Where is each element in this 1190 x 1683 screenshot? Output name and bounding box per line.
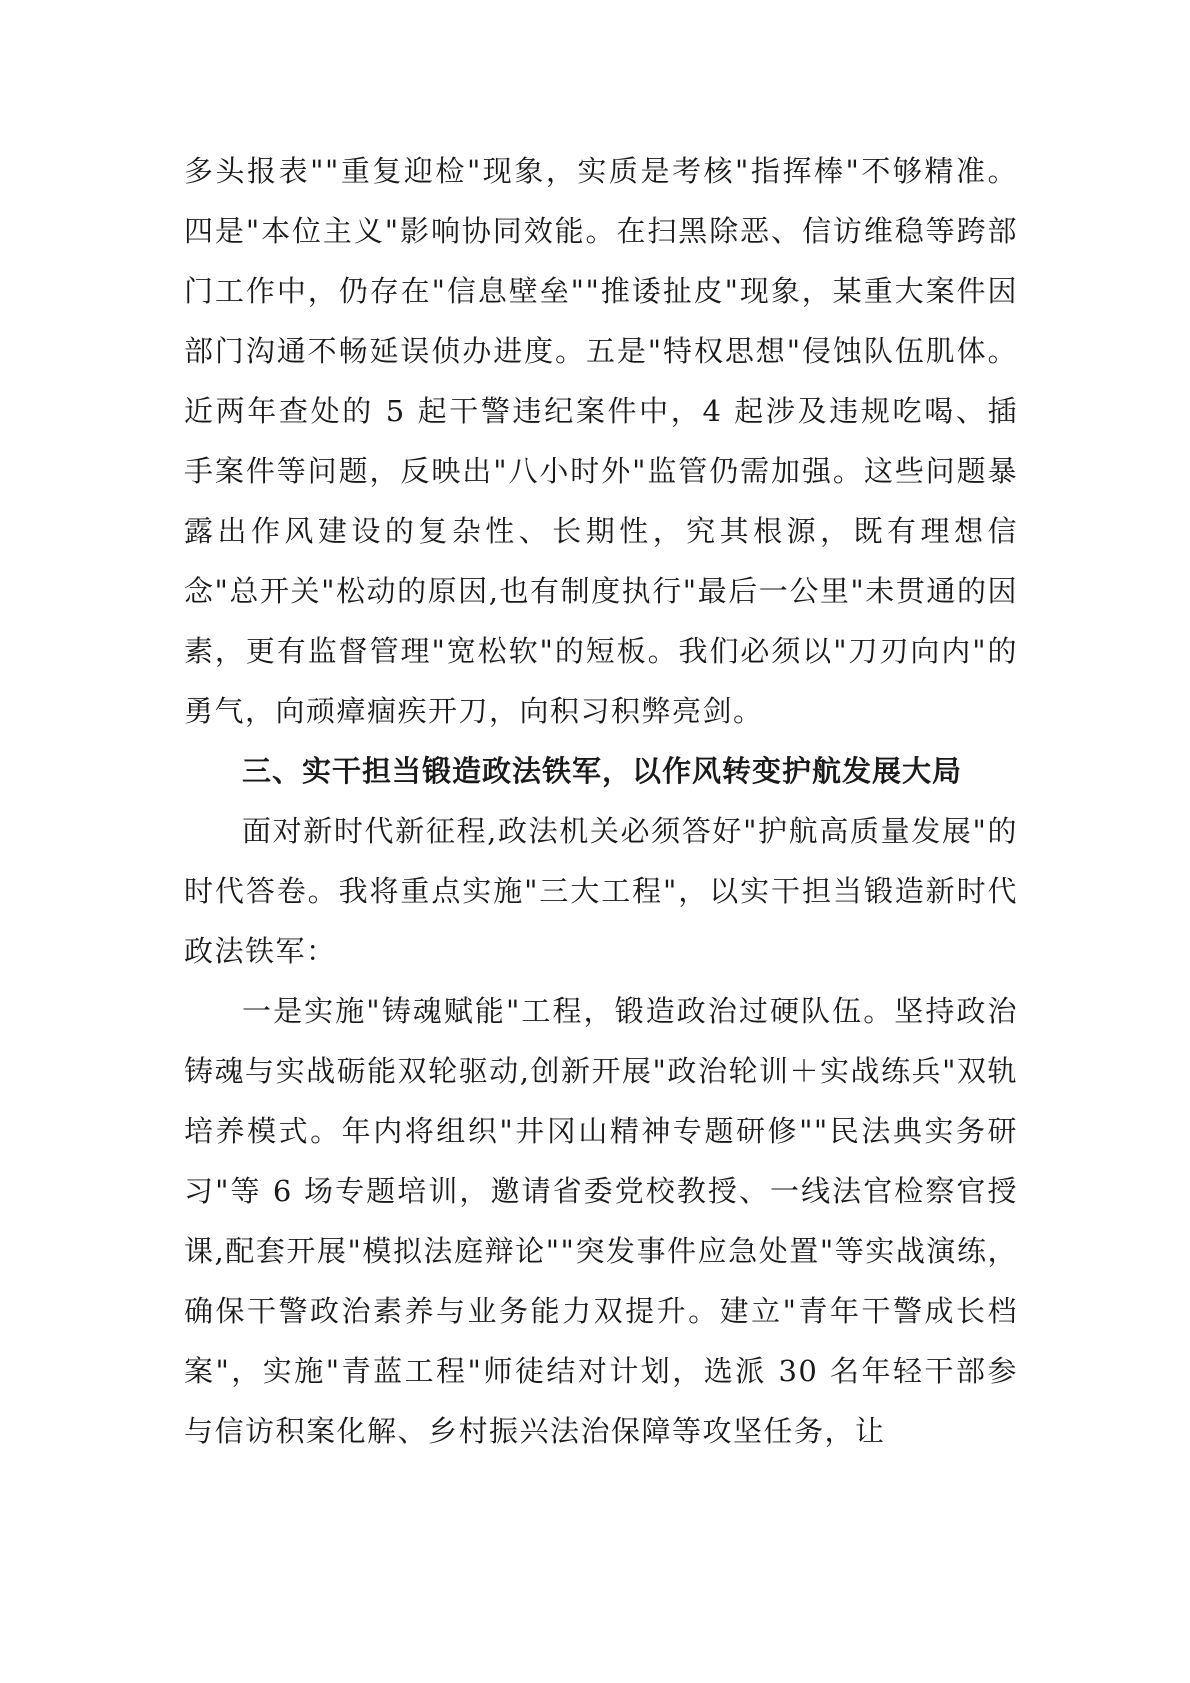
paragraph-continuation: 多头报表""重复迎检"现象，实质是考核"指挥棒"不够精准。四是"本位主义"影响协同效能。在扫黑除恶、信访维稳等跨部门工作中，仍存在"信息壁垒""推诿扯皮"现象，某重大案件因部门沟通不畅延误侦办进度。五是"特权思想"侵蚀队伍肌体。近两年查处的 5 起干警违纪案件中，4 起涉及违规吃喝、插手案件等问题，反映出"八小时外"监管仍需加强。这些问题暴露出作风建设的复杂性、长期性，究其根源，既有理想信念"总开关"松动的原因,也有制度执行"最后一公里"未贯通的因素，更有监督管理"宽松软"的短板。我们必须以"刀刃向内"的勇气，向顽瘴痼疾开刀，向积习积弊亮剑。	[184, 154, 1018, 728]
paragraph-intro: 面对新时代新征程,政法机关必须答好"护航高质量发展"的时代答卷。我将重点实施"三大工程"，以实干担当锻造新时代政法铁军：	[184, 814, 1018, 968]
paragraph-item-one: 一是实施"铸魂赋能"工程，锻造政治过硬队伍。坚持政治铸魂与实战砺能双轮驱动,创新开展"政治轮训＋实战练兵"双轨培养模式。年内将组织"井冈山精神专题研修""民法典实务研习"等 6 场专题培训，邀请省委党校教授、一线法官检察官授课,配套开展"模拟法庭辩论""突发事件应急处置"等实战演练，确保干警政治素养与业务能力双提升。建立"青年干警成长档案"，实施"青蓝工程"师徒结对计划，选派 30 名年轻干部参与信访积案化解、乡村振兴法治保障等攻坚任务，让	[184, 994, 1018, 1448]
section-heading: 三、实干担当锻造政法铁军，以作风转变护航发展大局	[242, 754, 963, 788]
document-body	[184, 141, 1018, 1461]
